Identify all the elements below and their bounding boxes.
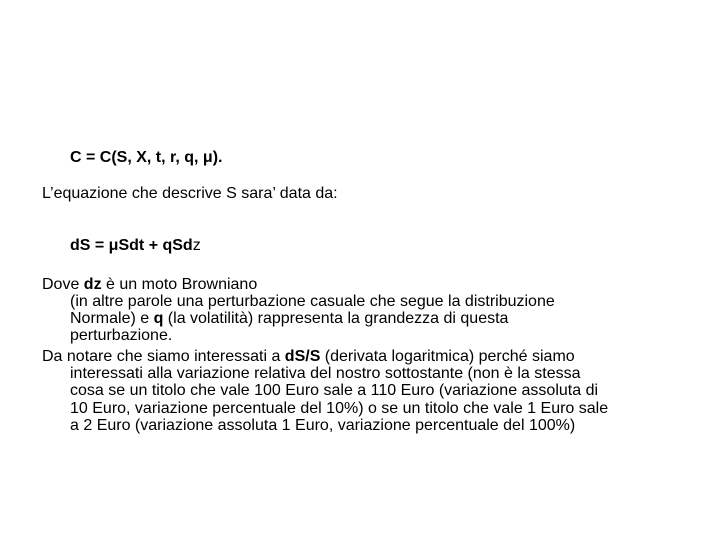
paragraph-log-derivative-line-2: interessati alla variazione relativa del nostro sottostante (non è la stessa <box>70 365 581 382</box>
paragraph-log-derivative-line-1 <box>42 348 575 365</box>
term-q: q <box>153 310 164 327</box>
text-segment: Da notare che siamo interessati a <box>42 348 285 365</box>
paragraph-brownian-line-2: (in altre parole una perturbazione casuale che segue la distribuzione <box>70 293 555 310</box>
formula-stochastic-process <box>70 237 201 254</box>
text-segment: è un moto Browniano <box>101 276 258 293</box>
intro-text: L’equazione che descrive S sara’ data da: <box>42 185 338 202</box>
paragraph-log-derivative-line-5: a 2 Euro (variazione assoluta 1 Euro, variazione percentuale del 100%) <box>70 417 576 434</box>
formula-bold-part: dS = μSdt + qSd <box>70 237 193 254</box>
paragraph-brownian-line-4: perturbazione. <box>70 327 173 344</box>
paragraph-brownian-line-1 <box>42 276 257 293</box>
text-segment: (la volatilità) rappresenta la grandezza di questa <box>163 310 509 327</box>
term-ds-over-s: dS/S <box>284 348 321 365</box>
text-segment: Dove <box>42 276 84 293</box>
paragraph-log-derivative-line-4: 10 Euro, variazione percentuale del 10%) o se un titolo che vale 1 Euro sale <box>70 400 609 417</box>
formula-option-price: C = C(S, X, t, r, q, μ). <box>70 149 223 166</box>
text-segment: (derivata logaritmica) perché siamo <box>320 348 575 365</box>
paragraph-log-derivative-line-3: cosa se un titolo che vale 100 Euro sale a 110 Euro (variazione assoluta di <box>70 382 599 399</box>
formula-normal-part: z <box>192 237 201 254</box>
term-dz: dz <box>83 276 102 293</box>
text-segment: Normale) e <box>70 310 154 327</box>
paragraph-brownian-line-3 <box>70 310 508 327</box>
